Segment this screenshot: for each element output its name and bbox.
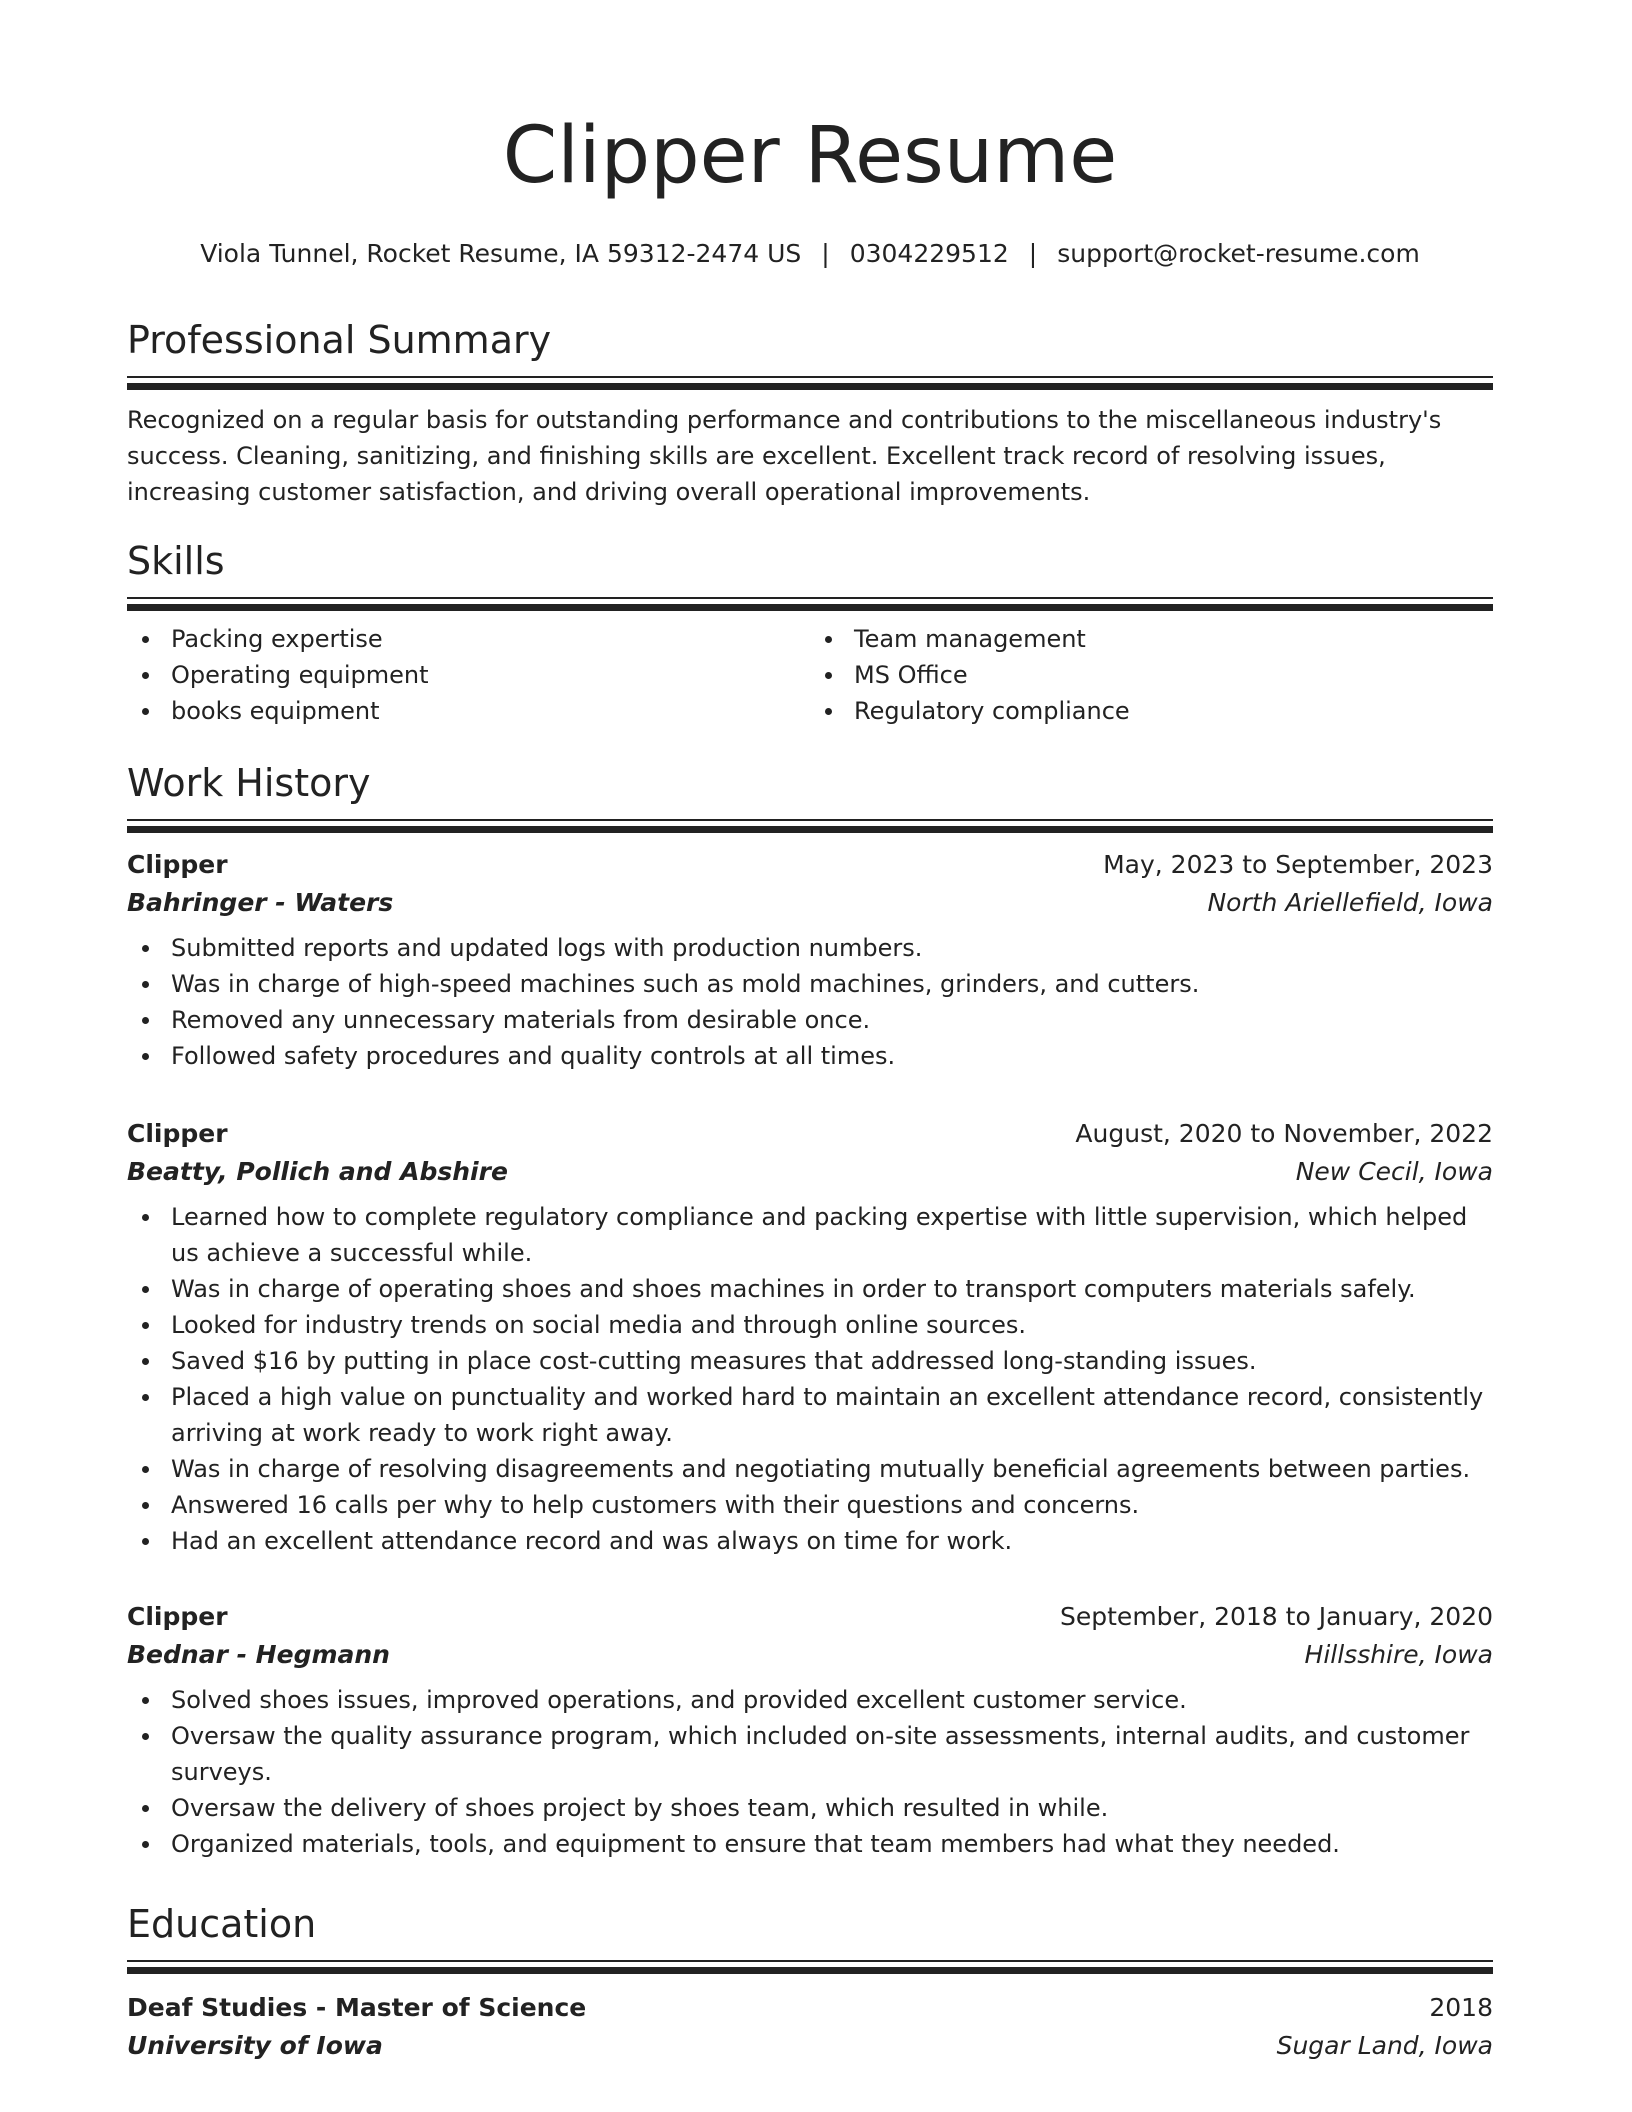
job-location: North Ariellefield, Iowa [1207,888,1493,917]
summary-section [127,316,1493,510]
bullet-text: Answered 16 calls per why to help customers with their questions and concerns. [171,1491,1140,1519]
bullet-dot [825,636,832,643]
skills-column-right [810,621,1493,729]
job-entry [127,1115,1493,1559]
job-bullet [127,1199,1493,1271]
bullet-dot [142,708,149,715]
bullet-text: Oversaw the delivery of shoes project by shoes team, which resulted in while. [171,1794,1109,1822]
skills-grid [127,621,1493,729]
job-entry [127,846,1493,1074]
bullet-dot [142,1017,149,1024]
bullet-text: Had an excellent attendance record and was always on time for work. [171,1527,1013,1555]
bullet-dot [142,1214,149,1221]
bullet-text: Was in charge of operating shoes and shoes machines in order to transport computers materials safely. [171,1275,1416,1303]
job-bullet [127,930,1493,966]
skills-section [127,537,1493,729]
bullet-dot [142,945,149,952]
bullet-text: Solved shoes issues, improved operations, and provided excellent customer service. [171,1686,1187,1714]
education-heading: Education [127,1902,317,1946]
skill-item [810,657,1493,693]
bullet-dot [142,981,149,988]
job-title: Clipper [127,850,228,879]
job-title: Clipper [127,1119,228,1148]
bullet-dot [142,1466,149,1473]
skills-column-left [127,621,810,729]
education-school: University of Iowa [127,2031,383,2060]
education-location: Sugar Land, Iowa [1276,2031,1493,2060]
education-year: 2018 [1429,1993,1493,2022]
bullet-dot [142,1733,149,1740]
job-bullet [127,1451,1493,1487]
work-history-section [127,759,1493,833]
skill-item [810,693,1493,729]
bullet-text: Removed any unnecessary materials from desirable once. [171,1006,871,1034]
job-bullet [127,1523,1493,1559]
job-location: New Cecil, Iowa [1295,1157,1493,1186]
education-entry [127,1989,1493,2065]
section-divider [127,376,1493,390]
job-title: Clipper [127,1602,228,1631]
bullet-dot [142,1697,149,1704]
skill-label: Operating equipment [171,661,429,689]
job-bullet [127,1271,1493,1307]
section-divider [127,597,1493,611]
skill-label: Team management [854,625,1086,653]
bullet-dot [142,636,149,643]
skill-item [127,657,810,693]
job-entry [127,1598,1493,1862]
job-bullet [127,1379,1493,1451]
section-divider [127,819,1493,833]
bullet-dot [142,1502,149,1509]
bullet-text: Saved $16 by putting in place cost-cutting measures that addressed long-standing issues. [171,1347,1257,1375]
skills-heading: Skills [127,539,225,583]
bullet-text: Submitted reports and updated logs with production numbers. [171,934,923,962]
bullet-dot [142,1322,149,1329]
education-section [127,1900,1493,1974]
skill-label: Packing expertise [171,625,383,653]
job-location: Hillsshire, Iowa [1304,1640,1493,1669]
job-bullets [127,1199,1493,1559]
job-dates: August, 2020 to November, 2022 [1075,1119,1493,1148]
bullet-text: Was in charge of resolving disagreements and negotiating mutually beneficial agreements between parties. [171,1455,1471,1483]
job-company: Bednar - Hegmann [127,1640,390,1669]
bullet-dot [142,672,149,679]
job-bullet [127,1307,1493,1343]
bullet-dot [142,1394,149,1401]
bullet-text: Followed safety procedures and quality controls at all times. [171,1042,896,1070]
contact-phone: 0304229512 [849,239,1009,268]
job-company: Beatty, Pollich and Abshire [127,1157,508,1186]
skill-label: books equipment [171,697,380,725]
bullet-dot [142,1286,149,1293]
skill-label: MS Office [854,661,968,689]
skill-label: Regulatory compliance [854,697,1130,725]
job-bullet [127,966,1493,1002]
job-dates: September, 2018 to January, 2020 [1060,1602,1493,1631]
work-history-heading: Work History [127,761,371,805]
resume-title: Clipper Resume [502,111,1118,201]
job-bullets [127,1682,1493,1862]
bullet-dot [825,672,832,679]
bullet-text: Learned how to complete regulatory compliance and packing expertise with little supervision, which helped us achieve a successful while. [171,1203,1468,1267]
section-divider [127,1960,1493,1974]
contact-separator: | [1028,239,1038,268]
bullet-text: Oversaw the quality assurance program, which included on-site assessments, internal audits, and customer surveys. [171,1722,1470,1786]
contact-separator: | [821,239,830,268]
bullet-text: Looked for industry trends on social media and through online sources. [171,1311,1026,1339]
bullet-dot [825,708,832,715]
bullet-text: Organized materials, tools, and equipment to ensure that team members had what they needed. [171,1830,1340,1858]
bullet-text: Was in charge of high-speed machines such as mold machines, grinders, and cutters. [171,970,1200,998]
skill-item [127,621,810,657]
job-bullet [127,1343,1493,1379]
summary-heading: Professional Summary [127,318,552,362]
education-degree: Deaf Studies - Master of Science [127,1993,587,2022]
job-bullet [127,1682,1493,1718]
job-company: Bahringer - Waters [127,888,394,917]
contact-address: Viola Tunnel, Rocket Resume, IA 59312-2474 US [200,239,802,268]
skill-item [127,693,810,729]
bullet-dot [142,1841,149,1848]
bullet-dot [142,1538,149,1545]
job-bullet [127,1487,1493,1523]
bullet-dot [142,1053,149,1060]
bullet-dot [142,1358,149,1365]
job-bullet [127,1002,1493,1038]
summary-text: Recognized on a regular basis for outstanding performance and contributions to the miscellaneous industry's success. Cleaning, sanitizing, and finishing skills are excellent. Excellent track record of resolving issues, increasing customer satisfaction, and driving overall operational improvements. [127,406,1442,506]
bullet-dot [142,1805,149,1812]
job-bullet [127,1038,1493,1074]
contact-email: support@rocket-resume.com [1057,239,1420,268]
bullet-text: Placed a high value on punctuality and worked hard to maintain an excellent attendance record, consistently arriving at work ready to work right away. [171,1383,1484,1447]
job-bullet [127,1826,1493,1862]
job-dates: May, 2023 to September, 2023 [1103,850,1493,879]
job-bullets [127,930,1493,1074]
skill-item [810,621,1493,657]
job-bullet [127,1790,1493,1826]
contact-line [127,238,1493,270]
job-bullet [127,1718,1493,1790]
